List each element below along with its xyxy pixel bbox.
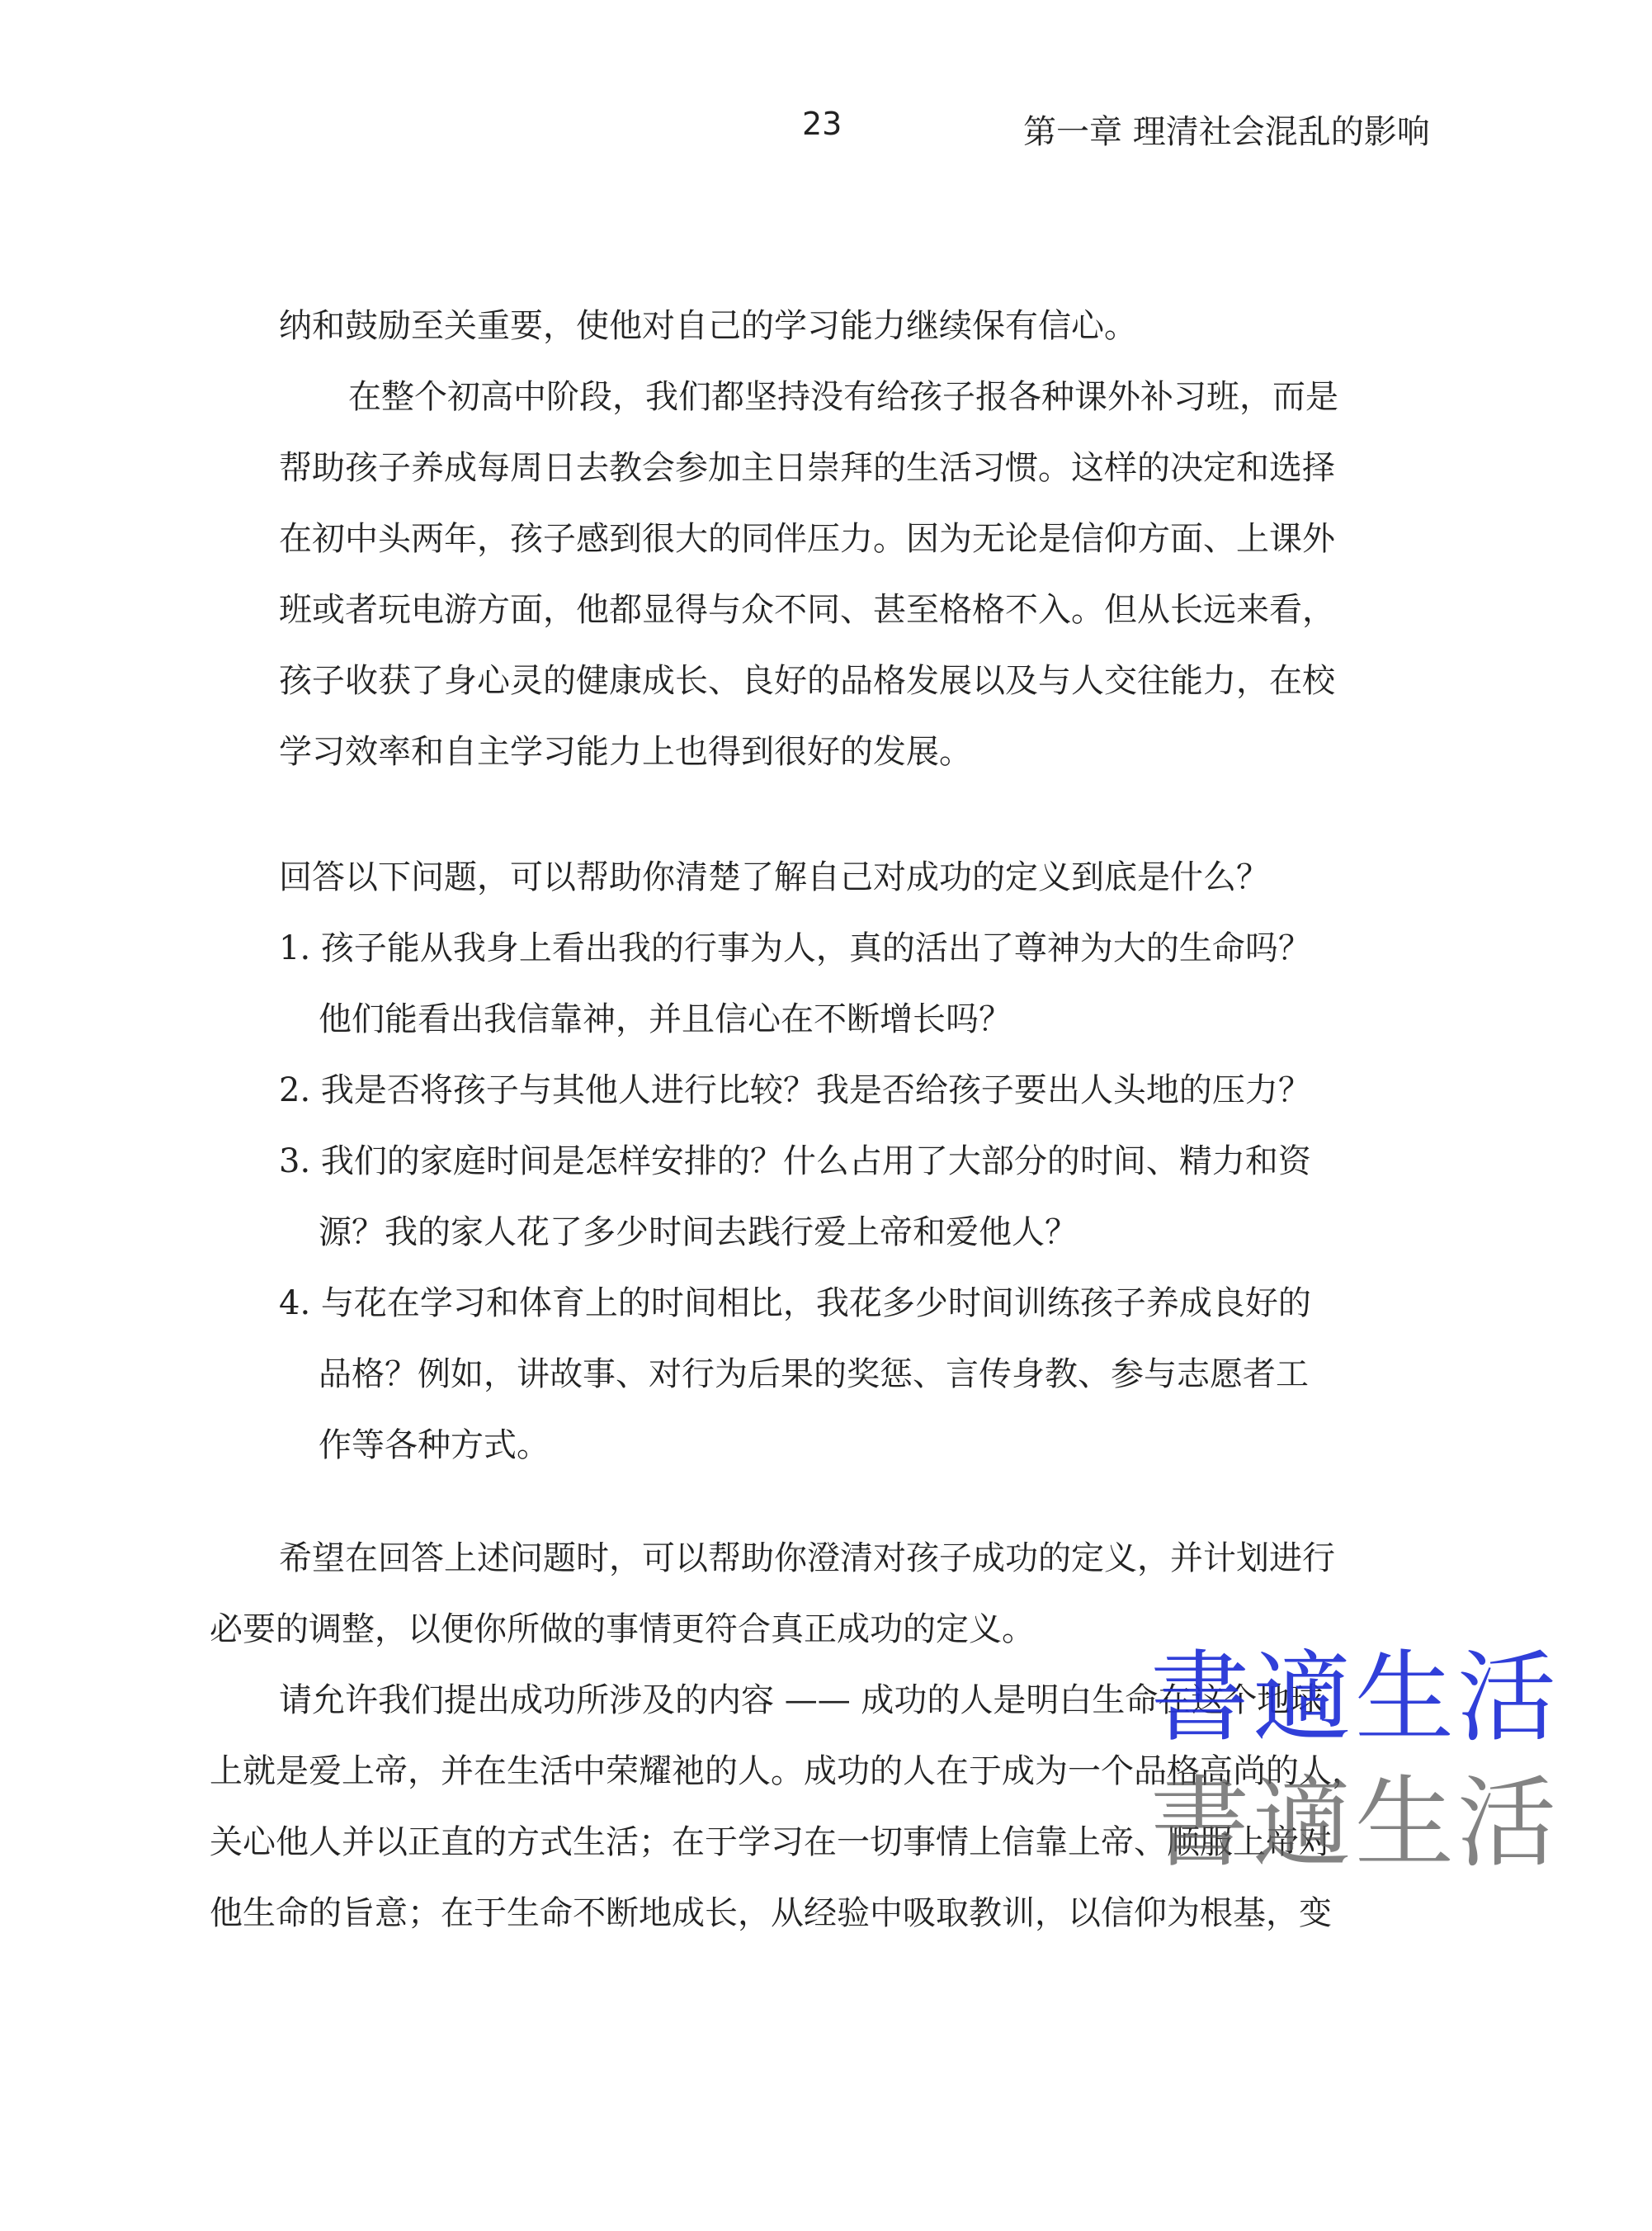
list-item-continued: 品格？例如，讲故事、对行为后果的奖惩、言传身教、参与志愿者工 — [319, 1355, 1309, 1393]
text-line: 学习效率和自主学习能力上也得到很好的发展。 — [279, 733, 972, 771]
question-list — [279, 842, 1311, 1481]
list-item: 1. 孩子能从我身上看出我的行事为人，真的活出了尊神为大的生命吗？ — [279, 929, 1311, 967]
text-line: 上就是爱上帝，并在生活中荣耀祂的人。成功的人在于成为一个品格高尚的人， — [210, 1752, 1365, 1790]
list-item: 4. 与花在学习和体育上的时间相比，我花多少时间训练孩子养成良好的 — [279, 1284, 1311, 1322]
text-line: 必要的调整，以便你所做的事情更符合真正成功的定义。 — [210, 1610, 1035, 1648]
list-item: 3. 我们的家庭时间是怎样安排的？什么占用了大部分的时间、精力和资 — [279, 1142, 1311, 1180]
watermark-gray: 書適生活 — [1150, 1766, 1560, 1881]
text-line: 他生命的旨意；在于生命不断地成长，从经验中吸取教训，以信仰为根基，变 — [210, 1894, 1332, 1932]
text-line: 希望在回答上述问题时，可以帮助你澄清对孩子成功的定义，并计划进行 — [279, 1539, 1335, 1577]
text-line: 请允许我们提出成功所涉及的内容 —— 成功的人是明白生命在这个地球 — [279, 1681, 1324, 1719]
question-intro: 回答以下问题，可以帮助你清楚了解自己对成功的定义到底是什么？ — [279, 858, 1269, 896]
list-item: 2. 我是否将孩子与其他人进行比较？我是否给孩子要出人头地的压力？ — [279, 1071, 1311, 1109]
text-line: 班或者玩电游方面，他都显得与众不同、甚至格格不入。但从长远来看， — [279, 591, 1335, 629]
list-item-continued: 源？我的家人花了多少时间去践行爱上帝和爱他人？ — [319, 1213, 1078, 1251]
watermark-blue: 書適生活 — [1150, 1641, 1560, 1756]
chapter-title: 第一章 理清社会混乱的影响 — [1023, 113, 1430, 151]
text-line: 帮助孩子养成每周日去教会参加主日崇拜的生活习惯。这样的决定和选择 — [279, 449, 1335, 487]
paragraph-intro — [279, 291, 1338, 787]
text-line: 孩子收获了身心灵的健康成长、良好的品格发展以及与人交往能力，在校 — [279, 662, 1335, 700]
list-item-continued: 作等各种方式。 — [319, 1426, 550, 1464]
text-line: 关心他人并以正直的方式生活；在于学习在一切事情上信靠上帝、顺服上帝对 — [210, 1823, 1332, 1861]
text-line: 纳和鼓励至关重要，使他对自己的学习能力继续保有信心。 — [279, 307, 1137, 345]
text-line: 在初中头两年，孩子感到很大的同伴压力。因为无论是信仰方面、上课外 — [279, 520, 1335, 558]
page-header — [0, 106, 1652, 155]
page-number: 23 — [802, 106, 843, 142]
list-item-continued: 他们能看出我信靠神，并且信心在不断增长吗？ — [319, 1000, 1012, 1038]
text-line: 在整个初高中阶段，我们都坚持没有给孩子报各种课外补习班，而是 — [348, 378, 1338, 416]
